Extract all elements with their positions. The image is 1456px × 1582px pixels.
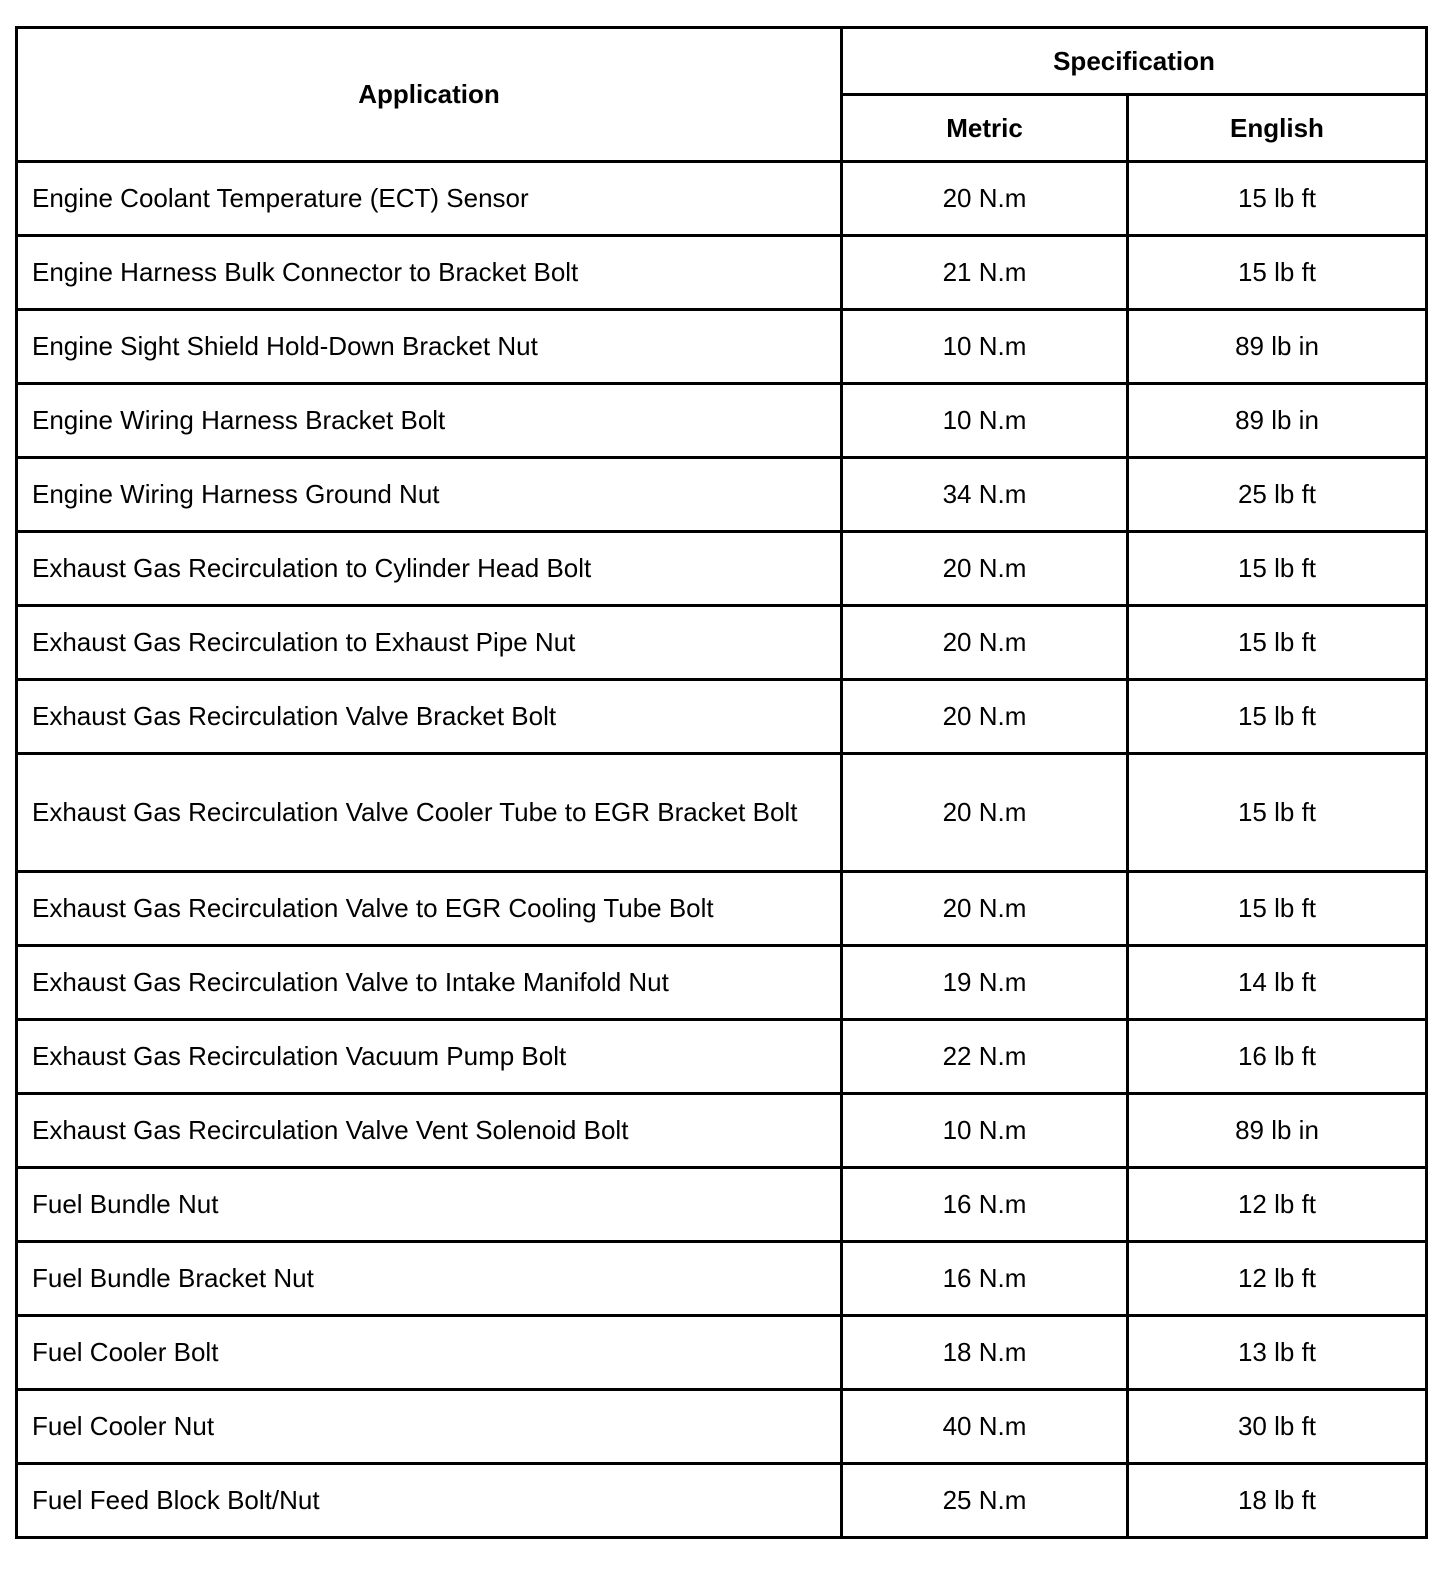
application-cell: Fuel Cooler Nut <box>17 1390 842 1464</box>
table-row <box>17 680 1427 754</box>
application-cell: Fuel Bundle Bracket Nut <box>17 1242 842 1316</box>
table-row <box>17 754 1427 872</box>
application-cell: Engine Coolant Temperature (ECT) Sensor <box>17 162 842 236</box>
metric-cell: 20 N.m <box>842 606 1128 680</box>
english-cell: 18 lb ft <box>1128 1464 1427 1538</box>
metric-cell: 40 N.m <box>842 1390 1128 1464</box>
metric-cell: 20 N.m <box>842 532 1128 606</box>
english-cell: 15 lb ft <box>1128 236 1427 310</box>
metric-cell: 16 N.m <box>842 1242 1128 1316</box>
english-cell: 89 lb in <box>1128 384 1427 458</box>
metric-cell: 10 N.m <box>842 310 1128 384</box>
metric-cell: 18 N.m <box>842 1316 1128 1390</box>
application-cell: Exhaust Gas Recirculation Valve to EGR Cooling Tube Bolt <box>17 872 842 946</box>
application-column-header: Application <box>17 28 842 162</box>
table-row <box>17 872 1427 946</box>
english-cell: 12 lb ft <box>1128 1242 1427 1316</box>
application-cell: Fuel Bundle Nut <box>17 1168 842 1242</box>
metric-cell: 25 N.m <box>842 1464 1128 1538</box>
english-cell: 13 lb ft <box>1128 1316 1427 1390</box>
application-cell: Engine Sight Shield Hold-Down Bracket Nut <box>17 310 842 384</box>
english-cell: 89 lb in <box>1128 1094 1427 1168</box>
metric-cell: 10 N.m <box>842 384 1128 458</box>
table-row <box>17 1020 1427 1094</box>
table-row <box>17 1168 1427 1242</box>
specification-column-header: Specification <box>842 28 1427 95</box>
application-cell: Exhaust Gas Recirculation to Cylinder Head Bolt <box>17 532 842 606</box>
application-cell: Exhaust Gas Recirculation Valve Vent Solenoid Bolt <box>17 1094 842 1168</box>
table-header <box>17 28 1427 162</box>
english-cell: 15 lb ft <box>1128 532 1427 606</box>
metric-cell: 16 N.m <box>842 1168 1128 1242</box>
metric-cell: 34 N.m <box>842 458 1128 532</box>
table-body <box>17 162 1427 1538</box>
metric-cell: 20 N.m <box>842 754 1128 872</box>
application-cell: Exhaust Gas Recirculation to Exhaust Pipe Nut <box>17 606 842 680</box>
english-cell: 30 lb ft <box>1128 1390 1427 1464</box>
table-row <box>17 162 1427 236</box>
application-cell: Exhaust Gas Recirculation Valve Cooler Tube to EGR Bracket Bolt <box>17 754 842 872</box>
application-cell: Fuel Cooler Bolt <box>17 1316 842 1390</box>
table-row <box>17 458 1427 532</box>
metric-column-header: Metric <box>842 95 1128 162</box>
table-row <box>17 310 1427 384</box>
table-row <box>17 236 1427 310</box>
english-cell: 12 lb ft <box>1128 1168 1427 1242</box>
fastener-specification-table <box>15 26 1428 1539</box>
table-row <box>17 946 1427 1020</box>
metric-cell: 21 N.m <box>842 236 1128 310</box>
table-row <box>17 606 1427 680</box>
english-cell: 15 lb ft <box>1128 606 1427 680</box>
english-cell: 25 lb ft <box>1128 458 1427 532</box>
english-cell: 15 lb ft <box>1128 162 1427 236</box>
table-row <box>17 1464 1427 1538</box>
metric-cell: 20 N.m <box>842 872 1128 946</box>
english-cell: 15 lb ft <box>1128 872 1427 946</box>
table-row <box>17 1094 1427 1168</box>
application-cell: Engine Wiring Harness Bracket Bolt <box>17 384 842 458</box>
metric-cell: 22 N.m <box>842 1020 1128 1094</box>
english-cell: 14 lb ft <box>1128 946 1427 1020</box>
table-row <box>17 1242 1427 1316</box>
header-row-top <box>17 28 1427 95</box>
english-column-header: English <box>1128 95 1427 162</box>
application-cell: Engine Wiring Harness Ground Nut <box>17 458 842 532</box>
metric-cell: 20 N.m <box>842 162 1128 236</box>
application-cell: Exhaust Gas Recirculation Valve Bracket Bolt <box>17 680 842 754</box>
metric-cell: 20 N.m <box>842 680 1128 754</box>
application-cell: Fuel Feed Block Bolt/Nut <box>17 1464 842 1538</box>
metric-cell: 19 N.m <box>842 946 1128 1020</box>
english-cell: 15 lb ft <box>1128 754 1427 872</box>
table-row <box>17 1316 1427 1390</box>
table-row <box>17 384 1427 458</box>
application-cell: Exhaust Gas Recirculation Valve to Intake Manifold Nut <box>17 946 842 1020</box>
application-cell: Exhaust Gas Recirculation Vacuum Pump Bolt <box>17 1020 842 1094</box>
english-cell: 15 lb ft <box>1128 680 1427 754</box>
table-row <box>17 532 1427 606</box>
table-row <box>17 1390 1427 1464</box>
english-cell: 16 lb ft <box>1128 1020 1427 1094</box>
english-cell: 89 lb in <box>1128 310 1427 384</box>
application-cell: Engine Harness Bulk Connector to Bracket Bolt <box>17 236 842 310</box>
metric-cell: 10 N.m <box>842 1094 1128 1168</box>
